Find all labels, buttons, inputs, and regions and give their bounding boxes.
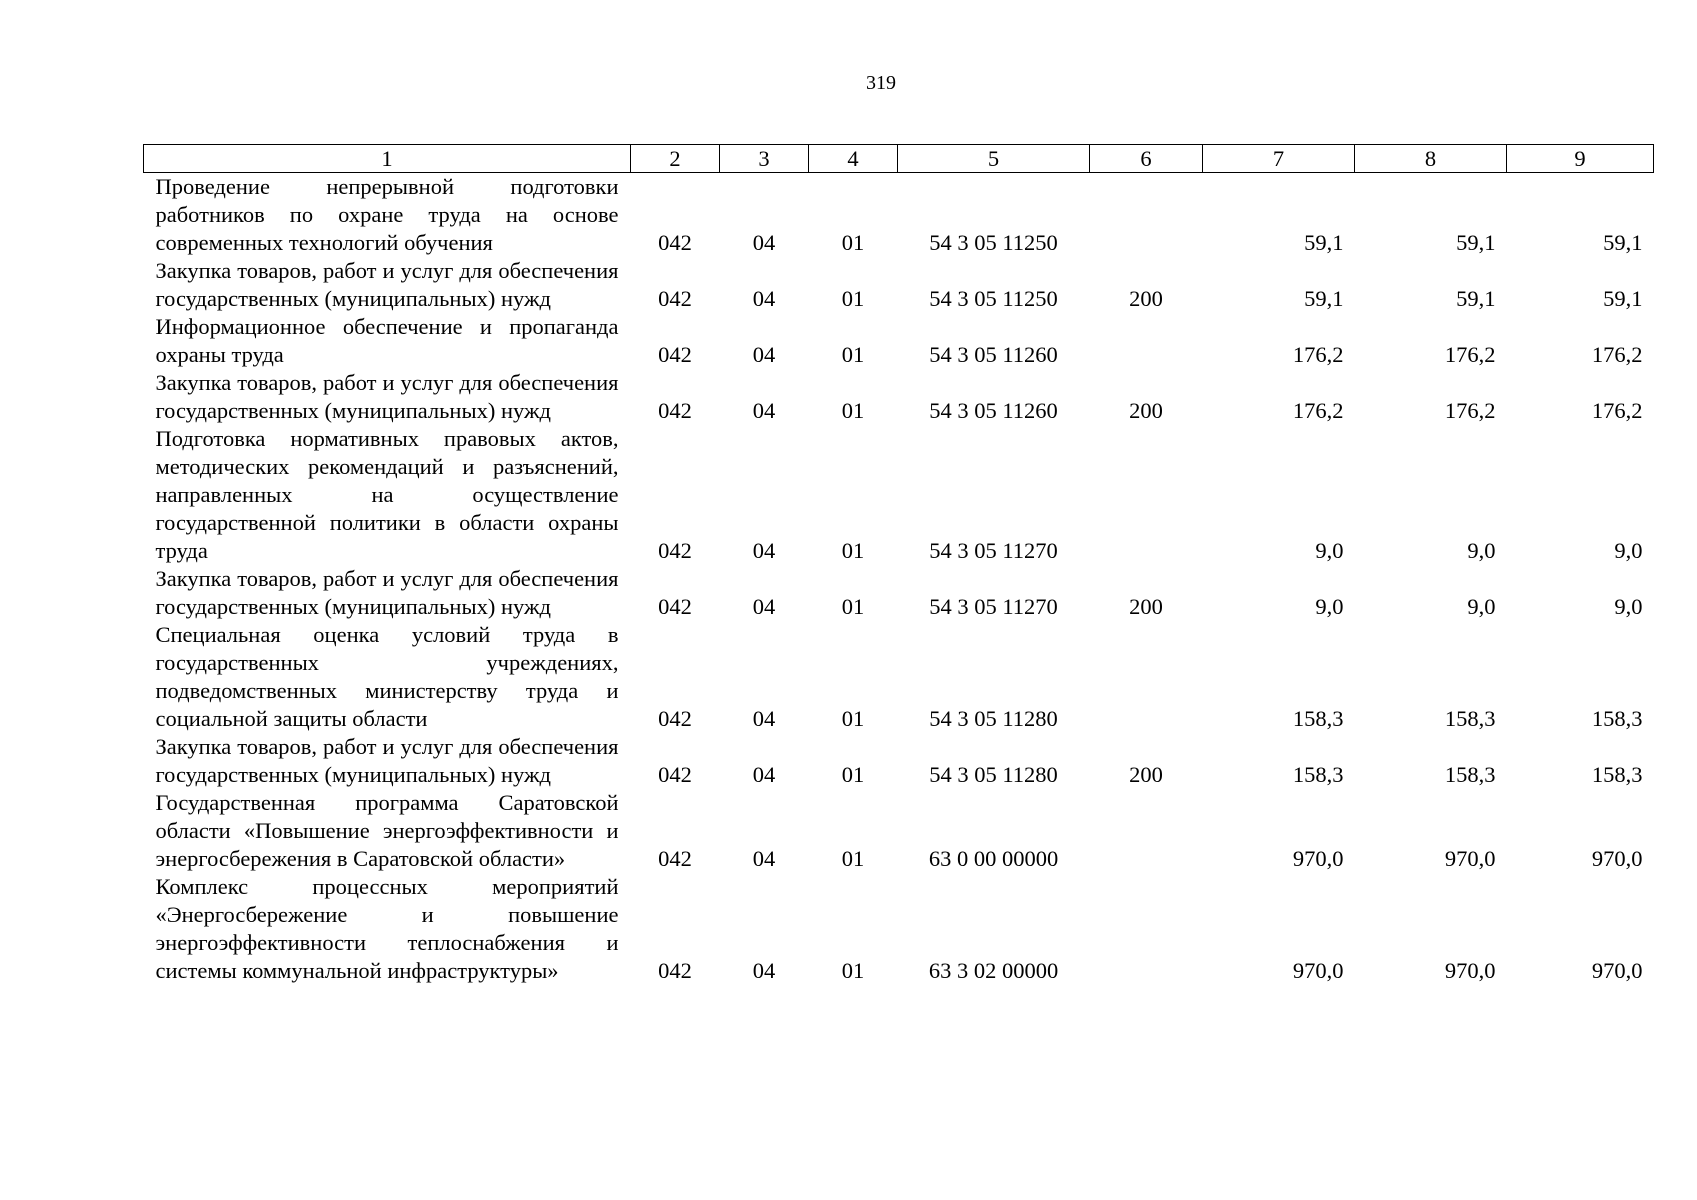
subsection-code: 01	[841, 706, 865, 731]
amount-col-8: 9,0	[1467, 538, 1496, 563]
page-number: 319	[866, 72, 896, 94]
amount-col-8: 59,1	[1456, 230, 1496, 255]
amount-col-8: 158,3	[1444, 762, 1496, 787]
row-description: Закупка товаров, работ и услуг для обеспечения государственных (муниципальных) нужд	[155, 370, 619, 423]
table-row	[144, 425, 1654, 565]
row-description: Подготовка нормативных правовых актов, методических рекомендаций и разъяснений, направленных на осуществление государственной политики в области охраны труда	[155, 426, 619, 563]
expense-type-code: 200	[1129, 286, 1163, 311]
column-header-5: 5	[898, 145, 1090, 173]
row-description: Государственная программа Саратовской области «Повышение энергоэффективности и энергосбережения в Саратовской области»	[155, 790, 619, 871]
expense-type-code: 200	[1129, 398, 1163, 423]
target-article-code: 54 3 05 11280	[929, 762, 1058, 787]
amount-col-7: 158,3	[1292, 762, 1344, 787]
target-article-code: 54 3 05 11260	[929, 342, 1058, 367]
subsection-code: 01	[841, 342, 865, 367]
header-row	[144, 145, 1654, 173]
section-code: 04	[752, 762, 776, 787]
table-row	[144, 257, 1654, 313]
amount-col-7: 9,0	[1315, 538, 1344, 563]
table-row	[144, 621, 1654, 733]
ministry-code: 042	[658, 846, 692, 871]
subsection-code: 01	[841, 594, 865, 619]
subsection-code: 01	[841, 538, 865, 563]
target-article-code: 54 3 05 11250	[929, 286, 1058, 311]
expense-type-code	[1090, 873, 1203, 985]
table-row	[144, 565, 1654, 621]
amount-col-8: 9,0	[1467, 594, 1496, 619]
amount-col-8: 970,0	[1444, 846, 1496, 871]
expense-type-code	[1090, 425, 1203, 565]
table-row	[144, 369, 1654, 425]
amount-col-7: 970,0	[1292, 846, 1344, 871]
ministry-code: 042	[658, 286, 692, 311]
ministry-code: 042	[658, 230, 692, 255]
subsection-code: 01	[841, 398, 865, 423]
section-code: 04	[752, 846, 776, 871]
amount-col-9: 176,2	[1591, 342, 1643, 367]
ministry-code: 042	[658, 706, 692, 731]
expense-type-code	[1090, 173, 1203, 258]
column-header-6: 6	[1090, 145, 1203, 173]
section-code: 04	[752, 230, 776, 255]
section-code: 04	[752, 398, 776, 423]
ministry-code: 042	[658, 958, 692, 983]
target-article-code: 54 3 05 11260	[929, 398, 1058, 423]
amount-col-9: 59,1	[1603, 286, 1643, 311]
budget-table	[143, 144, 1654, 985]
amount-col-7: 9,0	[1315, 594, 1344, 619]
amount-col-8: 59,1	[1456, 286, 1496, 311]
amount-col-7: 176,2	[1292, 398, 1344, 423]
section-code: 04	[752, 342, 776, 367]
column-header-2: 2	[631, 145, 720, 173]
amount-col-9: 158,3	[1591, 762, 1643, 787]
expense-type-code	[1090, 313, 1203, 369]
subsection-code: 01	[841, 846, 865, 871]
amount-col-7: 970,0	[1292, 958, 1344, 983]
table-row	[144, 733, 1654, 789]
target-article-code: 63 3 02 00000	[928, 958, 1059, 983]
section-code: 04	[752, 594, 776, 619]
row-description: Закупка товаров, работ и услуг для обеспечения государственных (муниципальных) нужд	[155, 566, 619, 619]
amount-col-8: 970,0	[1444, 958, 1496, 983]
row-description: Проведение непрерывной подготовки работников по охране труда на основе современных технологий обучения	[155, 174, 619, 255]
section-code: 04	[752, 286, 776, 311]
amount-col-8: 176,2	[1444, 342, 1496, 367]
expense-type-code: 200	[1129, 762, 1163, 787]
amount-col-9: 9,0	[1614, 538, 1643, 563]
column-header-3: 3	[720, 145, 809, 173]
table-header	[144, 145, 1654, 173]
subsection-code: 01	[841, 230, 865, 255]
target-article-code: 54 3 05 11270	[929, 594, 1058, 619]
target-article-code: 54 3 05 11270	[929, 538, 1058, 563]
ministry-code: 042	[658, 594, 692, 619]
target-article-code: 54 3 05 11250	[929, 230, 1058, 255]
ministry-code: 042	[658, 538, 692, 563]
amount-col-8: 158,3	[1444, 706, 1496, 731]
ministry-code: 042	[658, 762, 692, 787]
amount-col-7: 176,2	[1292, 342, 1344, 367]
row-description: Комплекс процессных мероприятий «Энергосбережение и повышение энергоэффективности теплоснабжения и системы коммунальной инфраструктуры»	[155, 874, 619, 983]
column-header-8: 8	[1355, 145, 1507, 173]
expense-type-code	[1090, 789, 1203, 873]
expense-type-code: 200	[1129, 594, 1163, 619]
section-code: 04	[752, 538, 776, 563]
expense-type-code	[1090, 621, 1203, 733]
column-header-4: 4	[809, 145, 898, 173]
amount-col-8: 176,2	[1444, 398, 1496, 423]
section-code: 04	[752, 958, 776, 983]
amount-col-9: 59,1	[1603, 230, 1643, 255]
amount-col-7: 158,3	[1292, 706, 1344, 731]
table-row	[144, 173, 1654, 258]
subsection-code: 01	[841, 286, 865, 311]
row-description: Информационное обеспечение и пропаганда охраны труда	[155, 314, 619, 367]
table-body	[144, 173, 1654, 986]
amount-col-9: 9,0	[1614, 594, 1643, 619]
amount-col-7: 59,1	[1304, 286, 1344, 311]
subsection-code: 01	[841, 762, 865, 787]
amount-col-7: 59,1	[1304, 230, 1344, 255]
target-article-code: 54 3 05 11280	[929, 706, 1058, 731]
target-article-code: 63 0 00 00000	[928, 846, 1059, 871]
amount-col-9: 158,3	[1591, 706, 1643, 731]
table-row	[144, 789, 1654, 873]
ministry-code: 042	[658, 342, 692, 367]
column-header-7: 7	[1203, 145, 1355, 173]
row-description: Закупка товаров, работ и услуг для обеспечения государственных (муниципальных) нужд	[155, 734, 619, 787]
section-code: 04	[752, 706, 776, 731]
row-description: Специальная оценка условий труда в государственных учреждениях, подведомственных министерству труда и социальной защиты области	[155, 622, 619, 731]
table-row	[144, 313, 1654, 369]
amount-col-9: 970,0	[1591, 846, 1643, 871]
amount-col-9: 970,0	[1591, 958, 1643, 983]
ministry-code: 042	[658, 398, 692, 423]
amount-col-9: 176,2	[1591, 398, 1643, 423]
column-header-9: 9	[1507, 145, 1654, 173]
column-header-1: 1	[144, 145, 631, 173]
table-row	[144, 873, 1654, 985]
row-description: Закупка товаров, работ и услуг для обеспечения государственных (муниципальных) нужд	[155, 258, 619, 311]
subsection-code: 01	[841, 958, 865, 983]
